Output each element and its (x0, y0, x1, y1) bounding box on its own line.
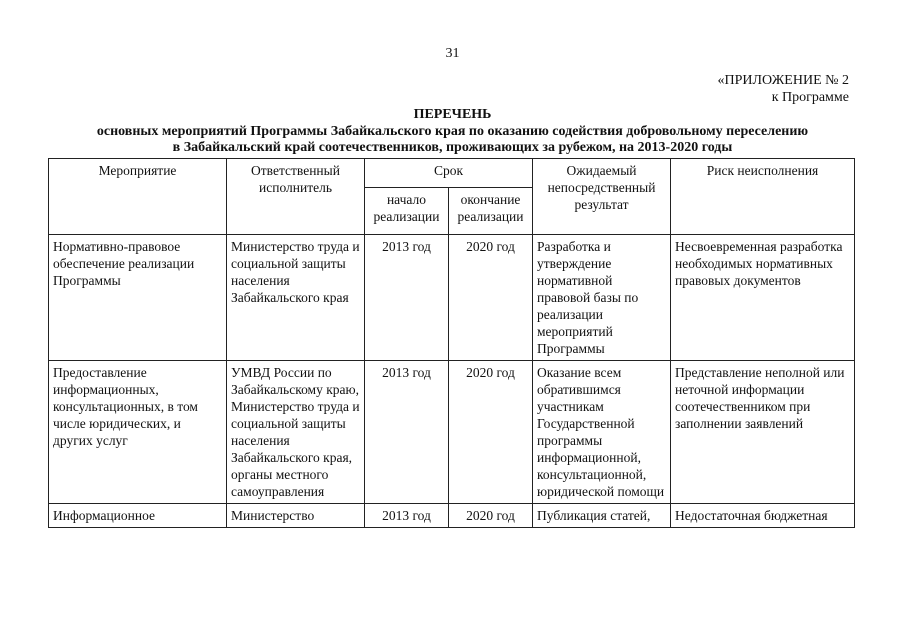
appendix-line-2: к Программе (771, 90, 849, 105)
header-executor: Ответственный исполнитель (227, 159, 365, 235)
header-term-start: начало реализации (365, 188, 449, 235)
appendix-line-1: «ПРИЛОЖЕНИЕ № 2 (717, 73, 849, 88)
cell-start: 2013 год (365, 235, 449, 361)
subtitle-line-1: основных мероприятий Программы Забайкальского края по оказанию содействия добровольному переселению (96, 124, 809, 139)
cell-risk: Недостаточная бюджетная (671, 504, 855, 528)
activities-table (48, 158, 855, 528)
cell-start: 2013 год (365, 361, 449, 504)
cell-executor: Министерство (227, 504, 365, 528)
cell-result: Оказание всем обратившимся участникам Государственной программы информационной, консультационной, юридической помощи (533, 361, 671, 504)
header-risk: Риск неисполнения (671, 159, 855, 235)
cell-end: 2020 год (449, 361, 533, 504)
header-activity: Мероприятие (49, 159, 227, 235)
subtitle-line-2: в Забайкальский край соотечественников, проживающих за рубежом, на 2013-2020 годы (172, 140, 733, 155)
table-row (49, 235, 855, 361)
page-number: 31 (445, 46, 460, 61)
table-row (49, 361, 855, 504)
document-title: ПЕРЕЧЕНЬ (413, 107, 492, 122)
cell-risk: Несвоевременная разработка необходимых нормативных правовых документов (671, 235, 855, 361)
cell-risk: Представление неполной или неточной информации соотечественником при заполнении заявлений (671, 361, 855, 504)
header-result: Ожидаемый непосредственный результат (533, 159, 671, 235)
document-subtitle (40, 124, 865, 156)
cell-executor: УМВД России по Забайкальскому краю, Министерство труда и социальной защиты населения Забайкальского края, органы местного самоуправления (227, 361, 365, 504)
cell-start: 2013 год (365, 504, 449, 528)
cell-activity: Информационное (49, 504, 227, 528)
table-row (49, 504, 855, 528)
header-term: Срок (365, 159, 533, 188)
cell-result: Разработка и утверждение нормативной правовой базы по реализации мероприятий Программы (533, 235, 671, 361)
cell-activity: Нормативно-правовое обеспечение реализации Программы (49, 235, 227, 361)
cell-activity: Предоставление информационных, консультационных, в том числе юридических, и других услуг (49, 361, 227, 504)
cell-result: Публикация статей, (533, 504, 671, 528)
table-header-row (49, 159, 855, 188)
cell-end: 2020 год (449, 504, 533, 528)
cell-end: 2020 год (449, 235, 533, 361)
cell-executor: Министерство труда и социальной защиты населения Забайкальского края (227, 235, 365, 361)
appendix-reference (718, 72, 850, 106)
header-term-end: окончание реализации (449, 188, 533, 235)
